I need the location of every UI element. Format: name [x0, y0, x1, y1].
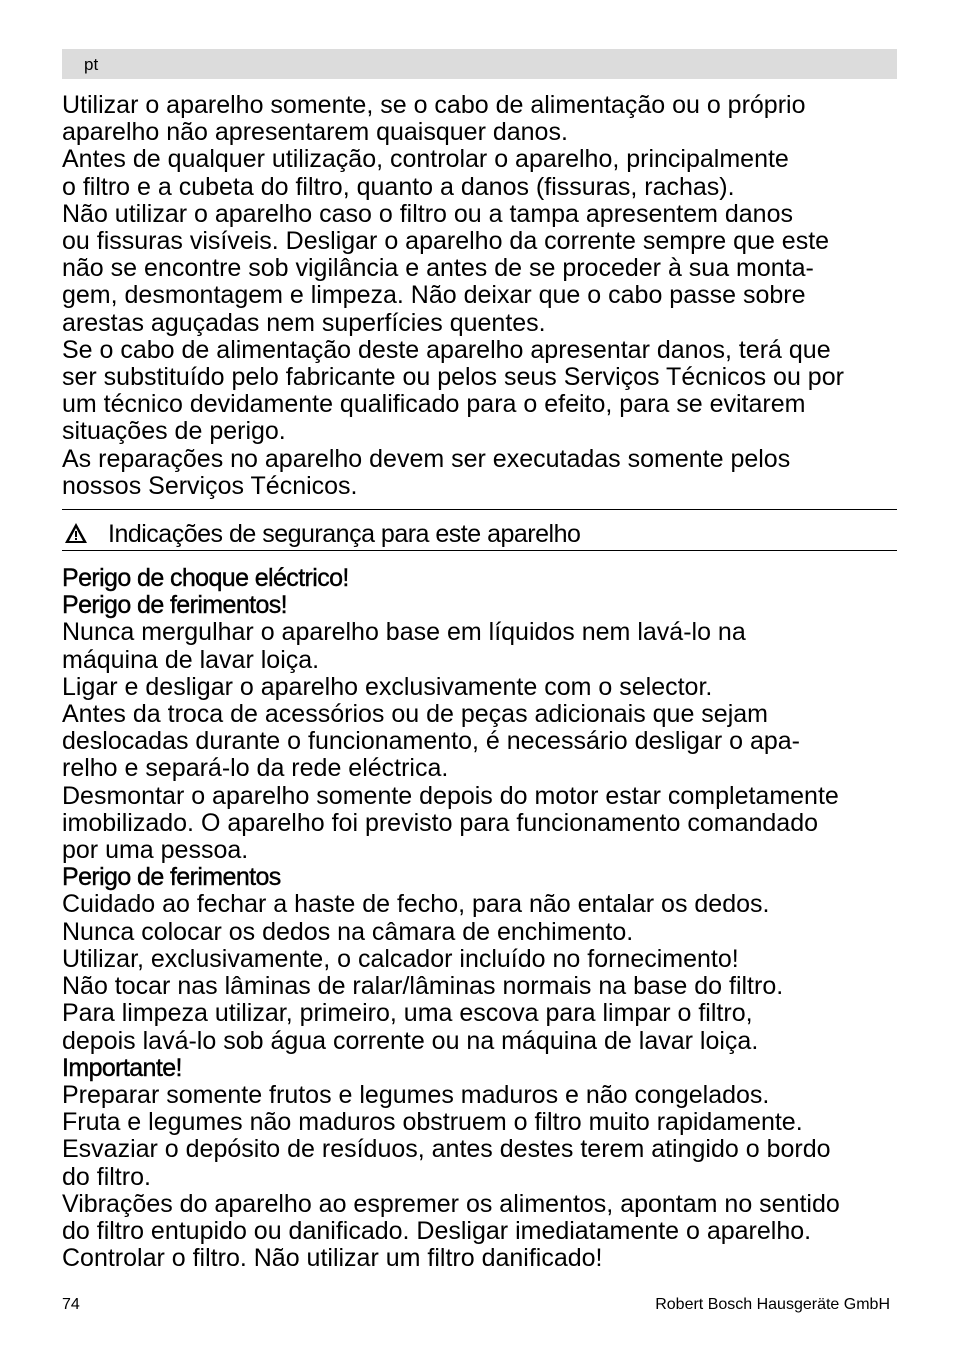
text-line: gem, desmontagem e limpeza. Não deixar que o cabo passe sobre: [62, 281, 806, 310]
text-line: não se encontre sob vigilância e antes de se proceder à sua monta-: [62, 254, 814, 283]
text-line: um técnico devidamente qualificado para o efeito, para se evitarem: [62, 390, 806, 419]
text-line: Antes de qualquer utilização, controlar o aparelho, principalmente: [62, 145, 789, 174]
language-code: pt: [84, 55, 99, 74]
text-line: depois lavá-lo sob água corrente ou na máquina de lavar loiça.: [62, 1026, 759, 1055]
text-line: Se o cabo de alimentação deste aparelho apresentar danos, terá que: [62, 335, 831, 364]
text-line: Nunca colocar os dedos na câmara de enchimento.: [62, 917, 634, 946]
text-line: Não utilizar o aparelho caso o filtro ou a tampa apresentem danos: [62, 199, 793, 228]
text-line: imobilizado. O aparelho foi previsto para funcionamento comandado: [62, 808, 819, 837]
text-line: Para limpeza utilizar, primeiro, uma escova para limpar o filtro,: [62, 999, 753, 1028]
text-line: máquina de lavar loiça.: [62, 645, 320, 674]
text-line: Não tocar nas lâminas de ralar/lâminas normais na base do filtro.: [62, 972, 784, 1001]
text-line: Nunca mergulhar o aparelho base em líquidos nem lavá-lo na: [62, 618, 746, 647]
text-line: Utilizar o aparelho somente, se o cabo de alimentação ou o próprio: [62, 91, 806, 119]
text-line: ser substituído pelo fabricante ou pelos seus Serviços Técnicos ou por: [62, 363, 844, 392]
page-number: 74: [62, 1296, 80, 1313]
text-line: arestas aguçadas nem superfícies quentes.: [62, 308, 546, 337]
company-name: Robert Bosch Hausgeräte GmbH: [655, 1296, 890, 1313]
text-line: por uma pessoa.: [62, 836, 249, 865]
text-line: deslocadas durante o funcionamento, é necessário desligar o apa-: [62, 727, 800, 756]
text-line: Desmontar o aparelho somente depois do motor estar completamente: [62, 781, 839, 810]
section-title: Indicações de segurança para este aparelho: [108, 520, 581, 549]
subheading: Perigo de ferimentos!: [62, 591, 288, 620]
subheading: Importante!: [62, 1053, 182, 1082]
text-line: Controlar o filtro. Não utilizar um filtro danificado!: [62, 1244, 603, 1273]
text-line: situações de perigo.: [62, 417, 286, 446]
text-line: Cuidado ao fechar a haste de fecho, para não entalar os dedos.: [62, 890, 770, 919]
language-bar: [62, 49, 897, 79]
text-line: o filtro e a cubeta do filtro, quanto a danos (fissuras, rachas).: [62, 172, 735, 201]
text-line: Antes da troca de acessórios ou de peças adicionais que sejam: [62, 700, 768, 729]
subheading: Perigo de choque eléctrico!: [62, 564, 349, 593]
text-line: As reparações no aparelho devem ser executadas somente pelos: [62, 444, 791, 473]
text-line: ou fissuras visíveis. Desligar o aparelho da corrente sempre que este: [62, 227, 830, 256]
text-line: Esvaziar o depósito de resíduos, antes destes terem atingido o bordo: [62, 1135, 831, 1164]
text-line: Ligar e desligar o aparelho exclusivamente com o selector.: [62, 672, 713, 701]
intro-text: [62, 92, 897, 500]
text-line: do filtro.: [62, 1162, 151, 1191]
safety-text: [62, 565, 897, 1272]
text-line: Preparar somente frutos e legumes maduros e não congelados.: [62, 1080, 770, 1109]
warning-triangle-icon: [64, 522, 88, 544]
text-line: aparelho não apresentarem quaisquer danos.: [62, 118, 568, 147]
text-line: relho e separá-lo da rede eléctrica.: [62, 754, 449, 783]
section-header: [62, 509, 897, 551]
text-line: Vibrações do aparelho ao espremer os alimentos, apontam no sentido: [62, 1189, 840, 1218]
page-content: [62, 92, 897, 1272]
text-line: do filtro entupido ou danificado. Desligar imediatamente o aparelho.: [62, 1216, 812, 1245]
text-line: Utilizar, exclusivamente, o calcador incluído no fornecimento!: [62, 944, 739, 973]
subheading: Perigo de ferimentos: [62, 863, 281, 892]
text-line: nossos Serviços Técnicos.: [62, 471, 358, 500]
text-line: Fruta e legumes não maduros obstruem o filtro muito rapidamente.: [62, 1108, 803, 1137]
